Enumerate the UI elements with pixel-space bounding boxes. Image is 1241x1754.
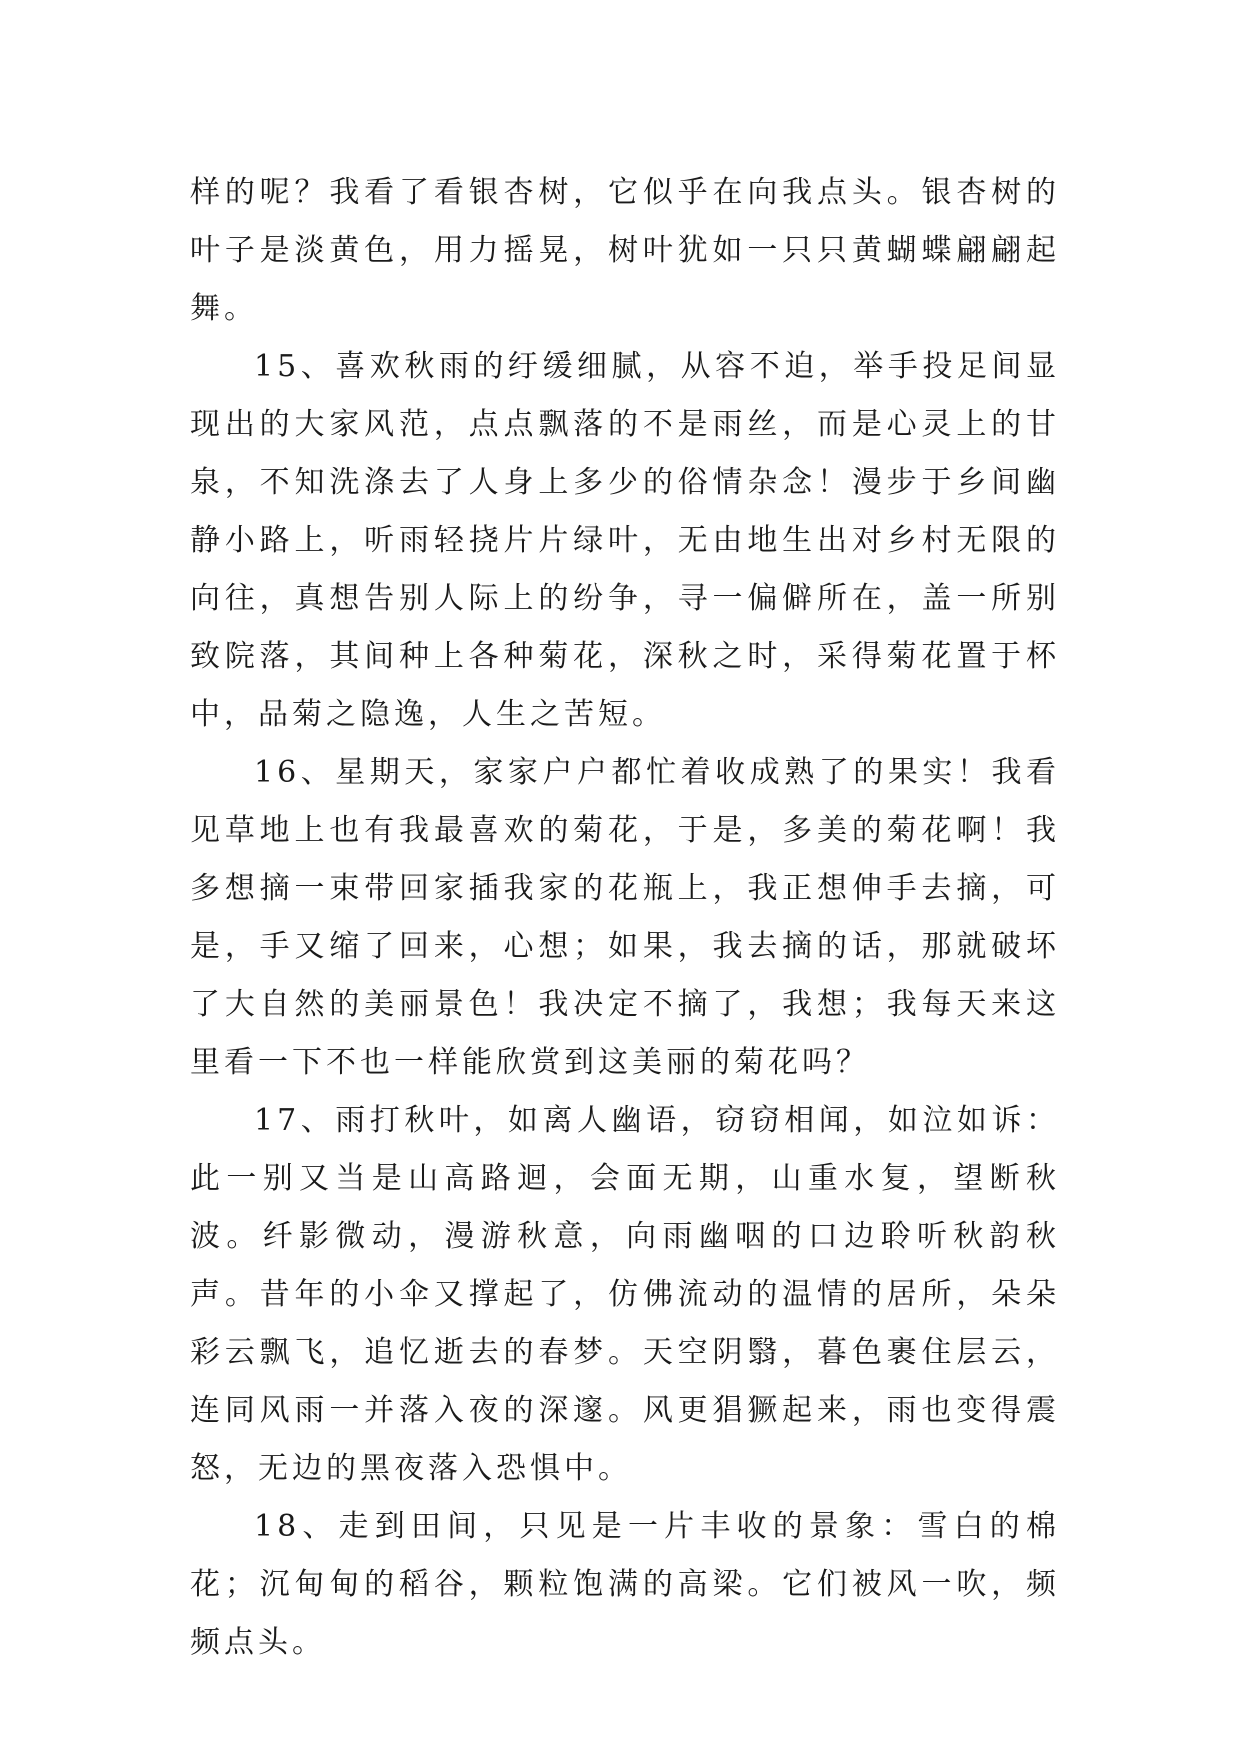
paragraph-17: 17、雨打秋叶，如离人幽语，窃窃相闻，如泣如诉：此一别又当是山高路迴，会面无期，山重水复，望断秋波。纤影微动，漫游秋意，向雨幽咽的口边聆听秋韵秋声。昔年的小伞又撑起了，仿佛流动的温情的居所，朵朵彩云飘飞，追忆逝去的春梦。天空阴翳，暮色裹住层云，连同风雨一并落入夜的深邃。风更猖獗起来，雨也变得震怒，无边的黑夜落入恐惧中。 <box>190 1103 1060 1486</box>
paragraph-16: 16、星期天，家家户户都忙着收成熟了的果实！我看见草地上也有我最喜欢的菊花，于是，多美的菊花啊！我多想摘一束带回家插我家的花瓶上，我正想伸手去摘，可是，手又缩了回来，心想；如果，我去摘的话，那就破坏了大自然的美丽景色！我决定不摘了，我想；我每天来这里看一下不也一样能欣赏到这美丽的菊花吗？ <box>190 755 1060 1080</box>
paragraph-18: 18、走到田间，只见是一片丰收的景象：雪白的棉花；沉甸甸的稻谷，颗粒饱满的高梁。它们被风一吹，频频点头。 <box>190 1509 1060 1660</box>
paragraph-continuation: 样的呢？我看了看银杏树，它似乎在向我点头。银杏树的叶子是淡黄色，用力摇晃，树叶犹如一只只黄蝴蝶翩翩起舞。 <box>190 175 1060 326</box>
paragraph-15: 15、喜欢秋雨的纡缓细腻，从容不迫，举手投足间显现出的大家风范，点点飘落的不是雨丝，而是心灵上的甘泉，不知洗涤去了人身上多少的俗情杂念！漫步于乡间幽静小路上，听雨轻挠片片绿叶，无由地生出对乡村无限的向往，真想告别人际上的纷争，寻一偏僻所在，盖一所别致院落，其间种上各种菊花，深秋之时，采得菊花置于杯中，品菊之隐逸，人生之苦短。 <box>190 349 1060 732</box>
document-body <box>190 164 1060 1672</box>
